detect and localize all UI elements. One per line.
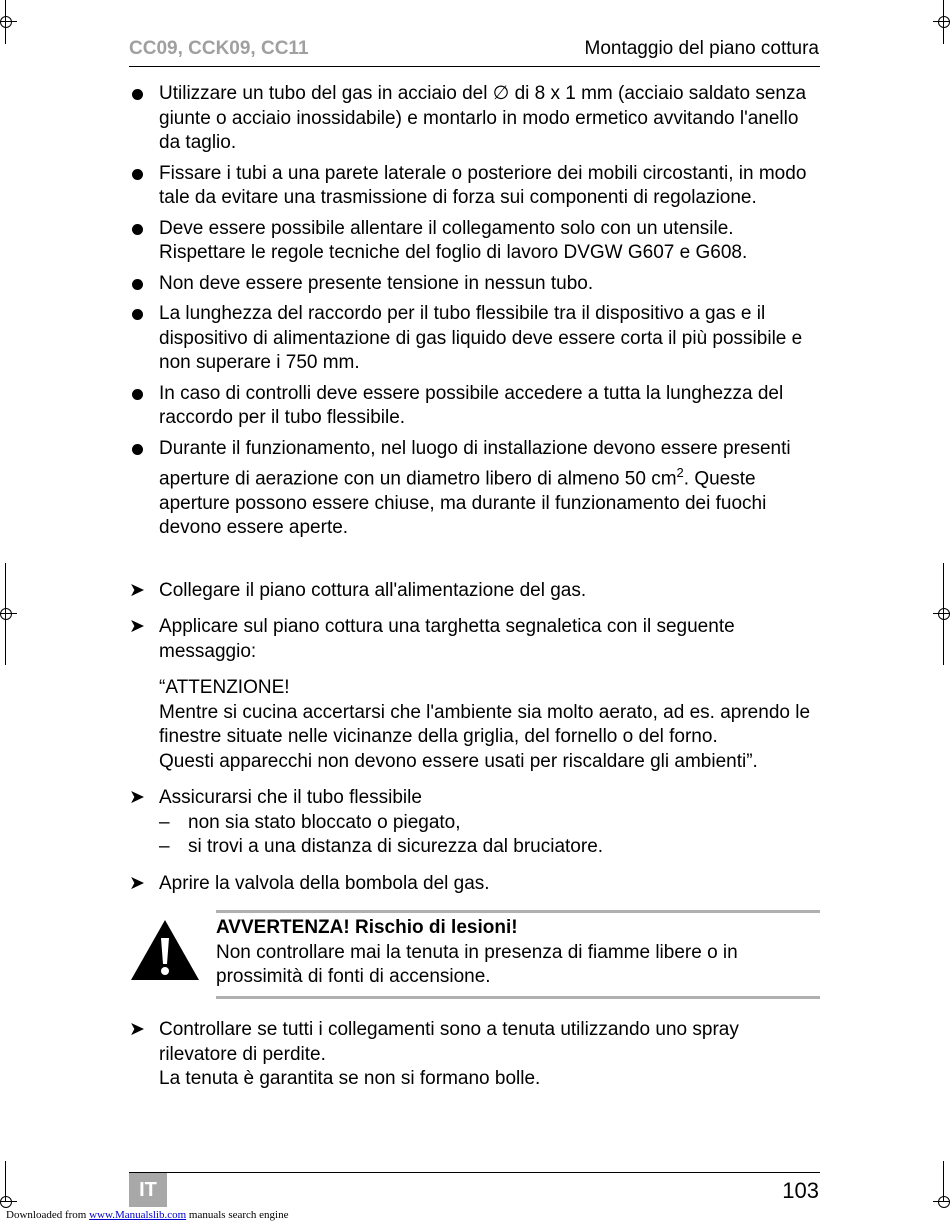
bullet-text: In caso di controlli deve essere possibile accedere a tutta la lunghezza del raccordo per il tubo flessibile.	[159, 382, 784, 428]
page-content	[129, 82, 820, 1104]
warning-box	[216, 910, 820, 999]
arrow-icon: ➤	[129, 579, 145, 601]
bullet-dot	[132, 279, 143, 290]
arrow-icon: ➤	[129, 616, 145, 638]
instruction-step	[129, 786, 820, 860]
header-rule	[129, 66, 820, 67]
bullet-text: Deve essere possibile allentare il collegamento solo con un utensile. Rispettare le regole tecniche del foglio di lavoro DVGW G607 e G608.	[159, 217, 748, 263]
warning-block	[129, 910, 820, 1002]
sign-message	[129, 676, 820, 774]
language-tab: IT	[129, 1173, 167, 1207]
bullet-dot	[132, 89, 143, 100]
bullet-text: Non deve essere presente tensione in nessun tubo.	[159, 272, 594, 294]
dash-item	[159, 811, 820, 836]
dash-text: non sia stato bloccato o piegato,	[188, 811, 461, 833]
download-suffix: manuals search engine	[186, 1209, 289, 1221]
crop-mark-bottom-right	[933, 1191, 950, 1213]
crop-mark-mid-left	[0, 603, 17, 625]
bullet-item	[129, 302, 820, 376]
warning-text: Non controllare mai la tenuta in presenza di fiamme libere o in prossimità di fonti di accensione.	[216, 941, 738, 988]
bullet-item	[129, 382, 820, 431]
dash-text: si trovi a una distanza di sicurezza dal bruciatore.	[188, 836, 604, 858]
arrow-icon: ➤	[129, 1019, 145, 1041]
bullet-dot	[132, 169, 143, 180]
step-text: Assicurarsi che il tubo flessibile	[159, 787, 422, 809]
bullet-dot	[132, 309, 143, 320]
dash-item	[159, 835, 820, 860]
instruction-step	[129, 1018, 820, 1092]
bullet-text: Utilizzare un tubo del gas in acciaio del ∅ di 8 x 1 mm (acciaio saldato senza giunte o acciaio inossidabile) e montarlo in modo ermetico avvitando l'anello da taglio.	[159, 83, 807, 153]
arrow-icon: ➤	[129, 872, 145, 894]
bullet-dot	[132, 389, 143, 400]
step-note: La tenuta è garantita se non si formano bolle.	[159, 1068, 541, 1090]
bullet-item	[129, 162, 820, 211]
crop-mark-top-left	[0, 11, 17, 33]
bullet-item	[129, 82, 820, 156]
dash-mark: –	[159, 811, 170, 833]
step-text: Controllare se tutti i collegamenti sono a tenuta utilizzando uno spray rilevatore di perdite.	[159, 1019, 739, 1065]
dash-mark: –	[159, 836, 170, 858]
bullet-text-cont: . Queste aperture possono essere chiuse, ma durante il funzionamento dei fuochi devono essere aperte.	[159, 468, 767, 539]
download-prefix: Downloaded from	[6, 1209, 90, 1221]
header-models: CC09, CCK09, CC11	[129, 38, 309, 59]
step-text: Aprire la valvola della bombola del gas.	[159, 872, 490, 894]
footer-rule	[129, 1172, 820, 1173]
page-number: 103	[782, 1178, 819, 1203]
step-text: Applicare sul piano cottura una targhetta segnaletica con il seguente messaggio:	[159, 616, 735, 662]
bullet-item	[129, 437, 820, 541]
download-link[interactable]: www.Manualslib.com	[89, 1209, 187, 1221]
crop-mark-mid-right	[933, 603, 950, 625]
bullet-item	[129, 272, 820, 297]
bullet-text: La lunghezza del raccordo per il tubo flessibile tra il dispositivo a gas e il dispositivo di alimentazione di gas liquido deve essere corta il più possibile e non superare i 750 mm.	[159, 303, 803, 373]
bullet-text: Fissare i tubi a una parete laterale o posteriore dei mobili circostanti, in modo tale da evitare una trasmissione di forza sui componenti di regolazione.	[159, 162, 807, 208]
superscript: 2	[676, 465, 684, 480]
warning-title: AVVERTENZA! Rischio di lesioni!	[216, 917, 518, 939]
instruction-step	[129, 579, 820, 604]
bullet-text: Durante il funzionamento, nel luogo di installazione devono essere presenti aperture di aerazione con un diametro libero di almeno 50 cm	[159, 437, 791, 490]
download-note	[6, 1209, 288, 1221]
step-text: Collegare il piano cottura all'alimentazione del gas.	[159, 579, 587, 601]
instruction-step	[129, 615, 820, 664]
instruction-step	[129, 872, 820, 897]
header-section-title: Montaggio del piano cottura	[584, 38, 819, 59]
warning-triangle-icon	[129, 918, 201, 990]
arrow-icon: ➤	[129, 787, 145, 809]
bullet-item	[129, 217, 820, 266]
sign-heading: “ATTENZIONE!	[159, 677, 290, 699]
bullet-dot	[132, 444, 143, 455]
sign-line: Questi apparecchi non devono essere usati per riscaldare gli ambienti”.	[159, 750, 758, 772]
sign-line: Mentre si cucina accertarsi che l'ambiente sia molto aerato, ad es. aprendo le finestre situate nelle vicinanze della griglia, del fornello o del forno.	[159, 701, 811, 748]
bullet-dot	[132, 224, 143, 235]
crop-mark-top-right	[933, 11, 950, 33]
